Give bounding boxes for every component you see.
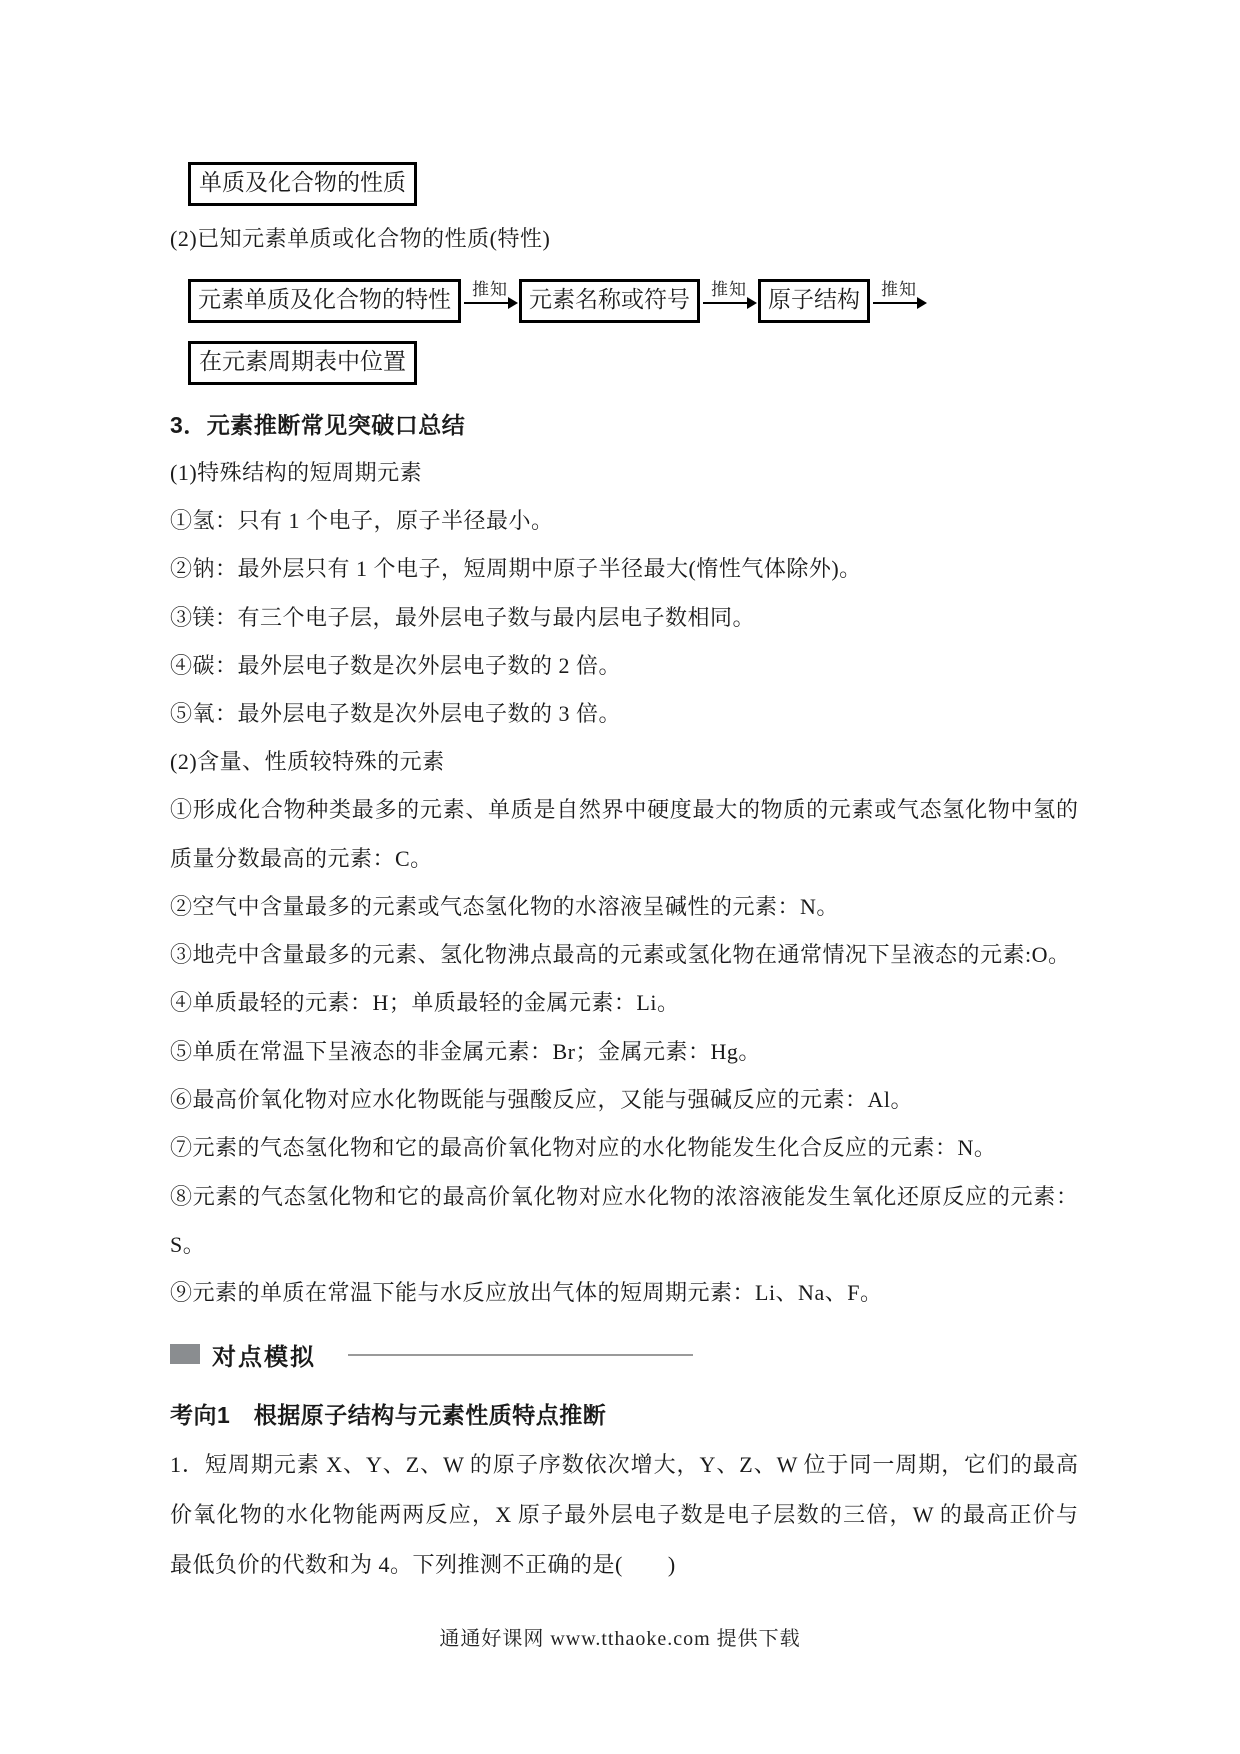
part1-item-sodium: ②钠：最外层只有 1 个电子，短周期中原子半径最大(惰性气体除外)。	[170, 556, 862, 581]
part1-item-carbon: ④碳：最外层电子数是次外层电子数的 2 倍。	[170, 653, 622, 678]
part2-item-water-reactive: ⑨元素的单质在常温下能与水反应放出气体的短周期元素：Li、Na、F。	[170, 1280, 883, 1305]
flow-box-element-name: 元素名称或符号	[519, 279, 700, 323]
arrow-label: 推知	[881, 279, 917, 299]
flow-box-periodic-position: 在元素周期表中位置	[188, 341, 417, 385]
part2-item-liquid: ⑤单质在常温下呈液态的非金属元素：Br；金属元素：Hg。	[170, 1039, 761, 1064]
part1-item-magnesium: ③镁：有三个电子层，最外层电子数与最内层电子数相同。	[170, 605, 756, 630]
part1-item-hydrogen: ①氢：只有 1 个电子，原子半径最小。	[170, 508, 554, 533]
part2-item-oxygen: ③地壳中含量最多的元素、氢化物沸点最高的元素或氢化物在通常情况下呈液态的元素:O。	[170, 942, 1071, 967]
section3-heading: 3．元素推断常见突破口总结	[170, 412, 466, 438]
deduction-flowchart	[188, 279, 928, 323]
part2-item-combination: ⑦元素的气态氢化物和它的最高价氧化物对应的水化物能发生化合反应的元素：N。	[170, 1135, 997, 1160]
part1-heading: (1)特殊结构的短周期元素	[170, 460, 423, 485]
arrow-shaft-icon	[703, 302, 755, 304]
arrow-shaft-icon	[873, 302, 925, 304]
part2-item-aluminium: ⑥最高价氧化物对应水化物既能与强酸反应，又能与强碱反应的元素：Al。	[170, 1087, 914, 1112]
practice-section-title: 对点模拟	[212, 1344, 316, 1371]
part2-item-redox-line1: ⑧元素的气态氢化物和它的最高价氧化物对应水化物的浓溶液能发生氧化还原反应的元素：	[170, 1184, 1078, 1209]
section-divider	[348, 1354, 693, 1356]
arrow-shaft-icon	[464, 302, 516, 304]
flow-box-substance-property: 单质及化合物的性质	[188, 162, 417, 206]
part2-item-redox-line2: S。	[170, 1232, 206, 1257]
part2-item-carbon-line1: ①形成化合物种类最多的元素、单质是自然界中硬度最大的物质的元素或气态氢化物中氢的	[170, 797, 1078, 822]
arrow-label: 推知	[472, 279, 508, 299]
tuizhi-arrow-icon	[873, 280, 925, 305]
part2-item-lightest: ④单质最轻的元素：H；单质最轻的金属元素：Li。	[170, 990, 680, 1015]
flow-box-element-characteristic: 元素单质及化合物的特性	[188, 279, 461, 323]
tuizhi-arrow-icon	[464, 280, 516, 305]
question1-line1: 1．短周期元素 X、Y、Z、W 的原子序数依次增大，Y、Z、W 位于同一周期，它们的最高	[170, 1452, 1078, 1477]
page-footer: 通通好课网 www.tthaoke.com 提供下载	[439, 1628, 801, 1650]
section-marker-icon	[170, 1344, 200, 1364]
known-property-line: (2)已知元素单质或化合物的性质(特性)	[170, 226, 551, 251]
part2-item-carbon-line2: 质量分数最高的元素：C。	[170, 846, 433, 871]
tuizhi-arrow-icon	[703, 280, 755, 305]
kaoxiang-heading: 考向1 根据原子结构与元素性质特点推断	[170, 1402, 607, 1428]
question1-line3: 最低负价的代数和为 4。下列推测不正确的是( )	[170, 1552, 676, 1577]
arrow-label: 推知	[711, 279, 747, 299]
part2-heading: (2)含量、性质较特殊的元素	[170, 749, 445, 774]
question1-line2: 价氧化物的水化物能两两反应，X 原子最外层电子数是电子层数的三倍，W 的最高正价与	[170, 1502, 1078, 1527]
part2-item-nitrogen: ②空气中含量最多的元素或气态氢化物的水溶液呈碱性的元素：N。	[170, 894, 839, 919]
part1-item-oxygen: ⑤氧：最外层电子数是次外层电子数的 3 倍。	[170, 701, 622, 726]
flow-box-atomic-structure: 原子结构	[758, 279, 870, 323]
